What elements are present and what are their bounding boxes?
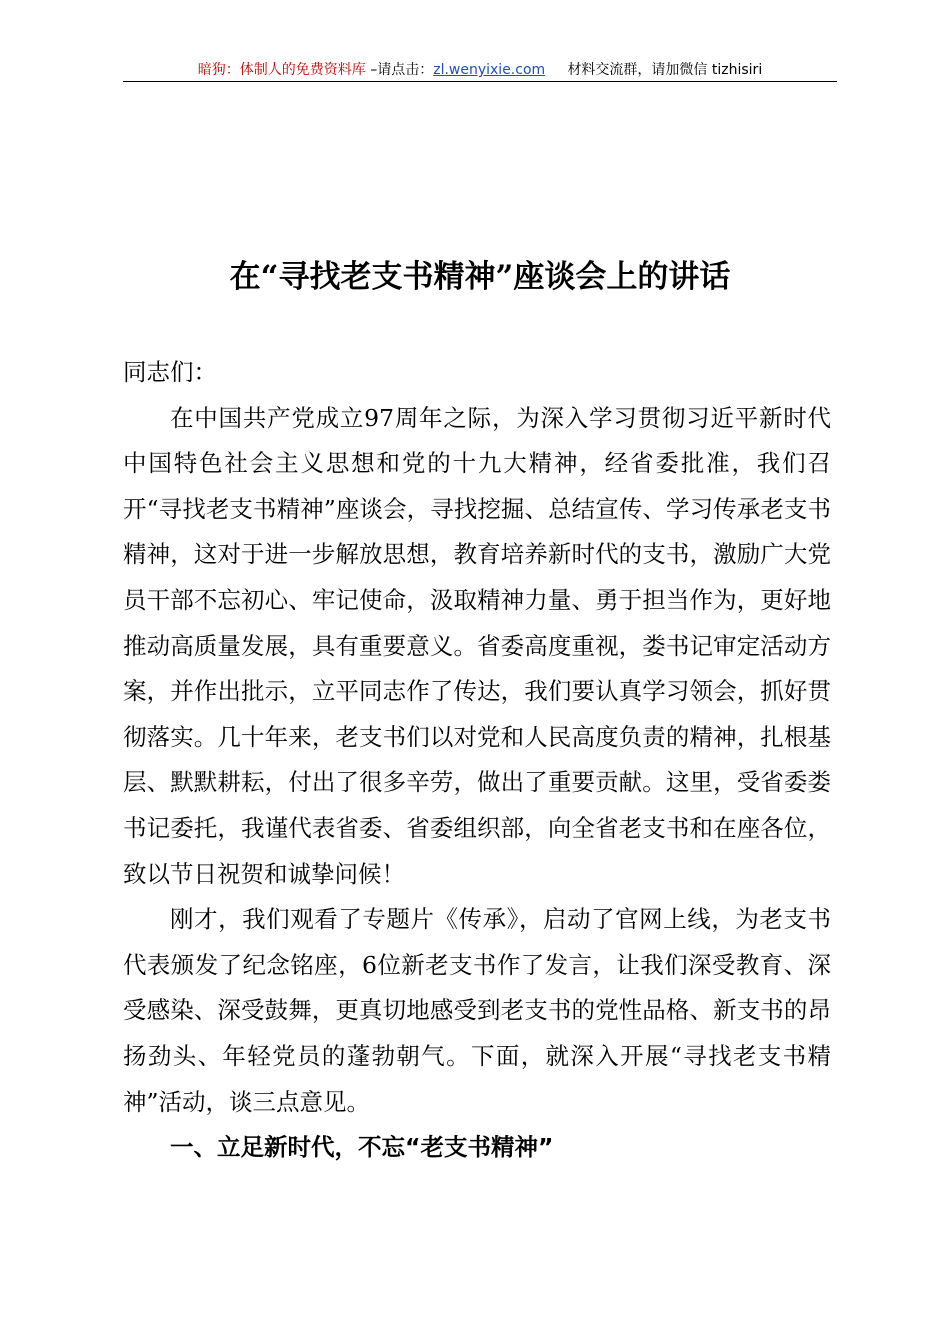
salutation: 同志们： xyxy=(123,358,217,386)
paragraph-1: 在中国共产党成立97周年之际，为深入学习贯彻习近平新时代中国特色社会主义思想和党的十九大精神，经省委批准，我们召开“寻找老支书精神”座谈会，寻找挖掘、总结宣传、学习传承老支书精神，这对于进一步解放思想，教育培养新时代的支书，激励广大党员干部不忘初心、牢记使命，汲取精神力量、勇于担当作为，更好地推动高质量发展，具有重要意义。省委高度重视，娄书记审定活动方案，并作出批示，立平同志作了传达，我们要认真学习领会，抓好贯彻落实。几十年来，老支书们以对党和人民高度负责的精神，扎根基层、默默耕耘，付出了很多辛劳，做出了重要贡献。这里，受省委娄书记委托，我谨代表省委、省委组织部，向全省老支书和在座各位，致以节日祝贺和诚挚问候！ xyxy=(123,403,831,888)
paragraph-2: 刚才，我们观看了专题片《传承》，启动了官网上线，为老支书代表颁发了纪念铭座，6位新老支书作了发言，让我们深受教育、深受感染、深受鼓舞，更真切地感受到老支书的党性品格、新支书的昂扬劲头、年轻党员的蓬勃朝气。下面，就深入开展“寻找老支书精神”活动，谈三点意见。 xyxy=(123,905,831,1116)
section-heading-1: 一、立足新时代，不忘“老支书精神” xyxy=(170,1133,554,1162)
header-site-name: 暗狗：体制人的免费资料库 xyxy=(197,62,366,78)
header-link[interactable]: zl.wenyixie.com xyxy=(433,62,546,78)
header-wechat-note: 材料交流群，请加微信 tizhisiri xyxy=(567,62,763,78)
header-click-prompt: –请点击： xyxy=(365,62,434,78)
header-divider xyxy=(123,81,837,82)
document-title: 在“寻找老支书精神”座谈会上的讲话 xyxy=(229,259,731,295)
header-spacer xyxy=(545,62,567,78)
document-body xyxy=(123,350,831,1171)
